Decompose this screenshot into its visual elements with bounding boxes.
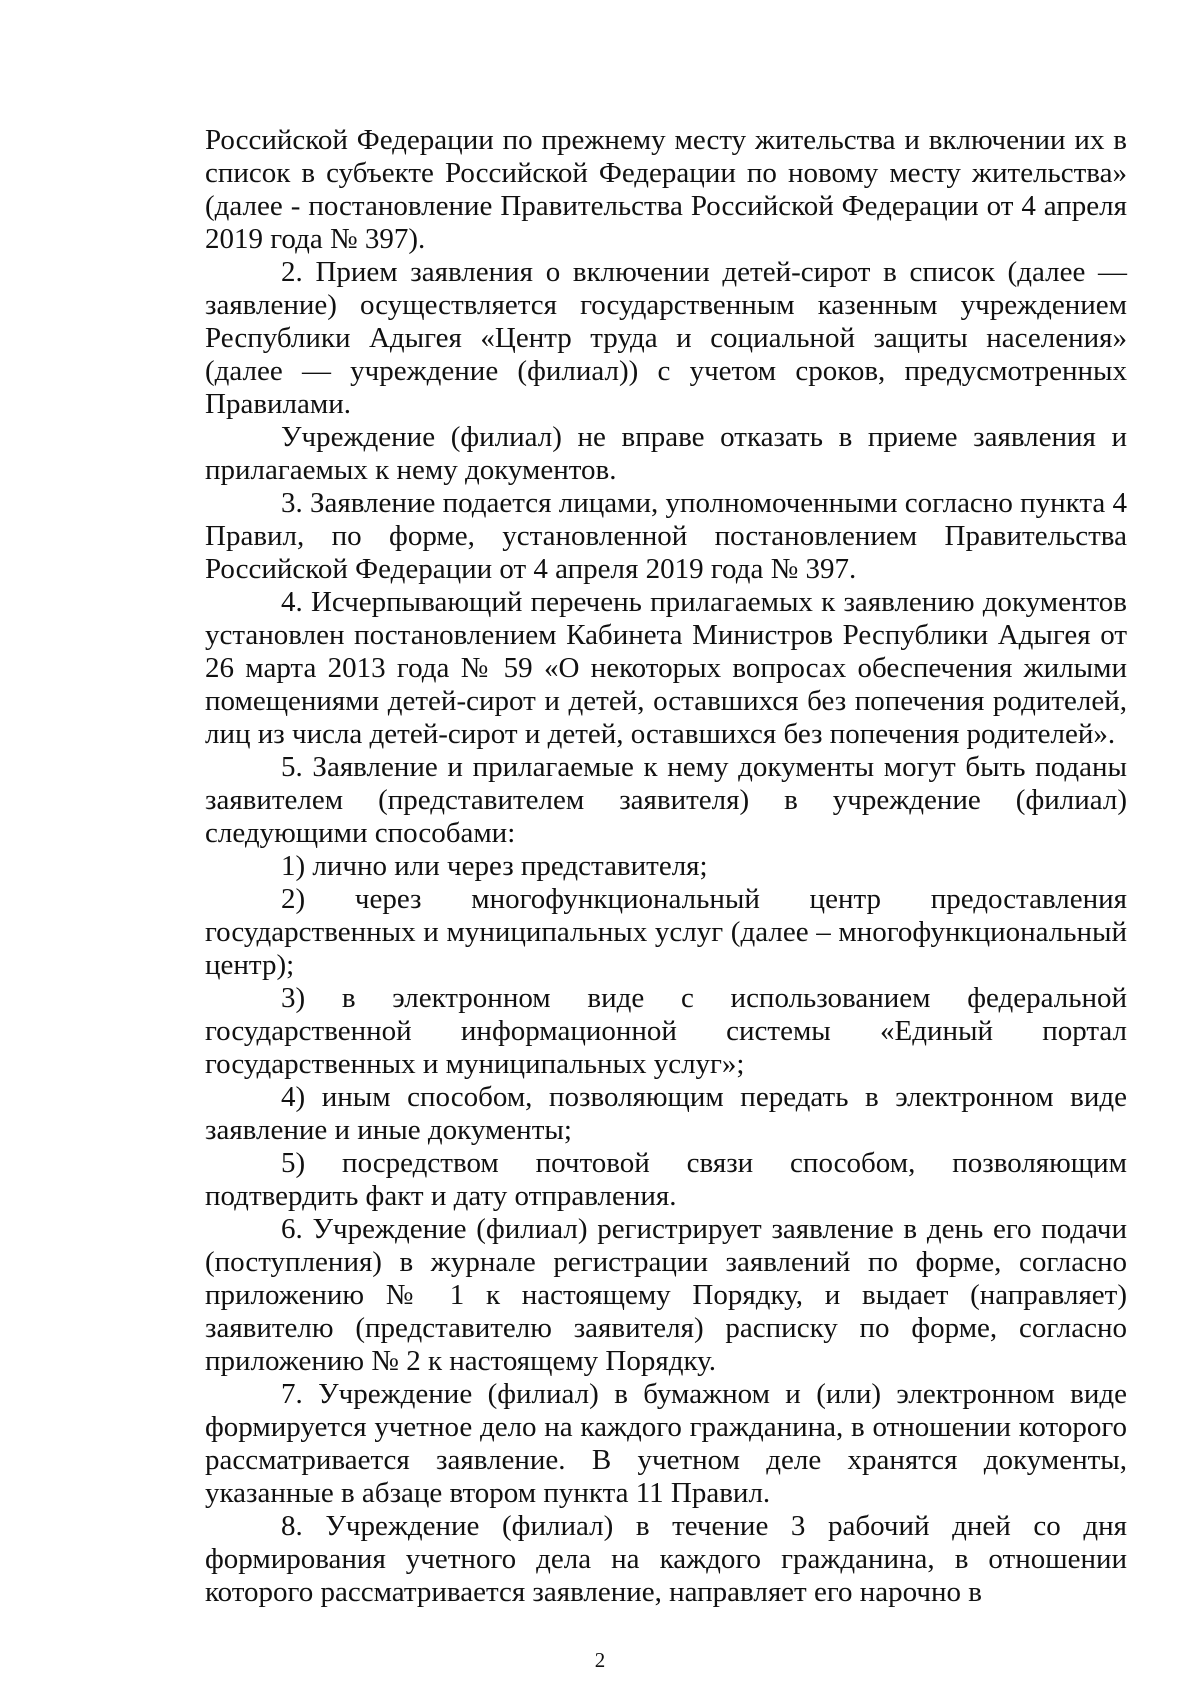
paragraph-item-3: 3. Заявление подается лицами, уполномоченными согласно пункта 4 Правил, по форме, установленной постановлением Правительства Российской Федерации от 4 апреля 2019 года № 397. [205,487,1127,585]
document-body [205,124,1127,1609]
paragraph-item-4: 4. Исчерпывающий перечень прилагаемых к заявлению документов установлен постановлением Кабинета Министров Республики Адыгея от 26 марта 2013 года № 59 «О некоторых вопросах обеспечения жилыми помещениями детей-сирот и детей, оставшихся без попечения родителей, лиц из числа детей-сирот и детей, оставшихся без попечения родителей». [205,586,1127,750]
paragraph-refusal-note: Учреждение (филиал) не вправе отказать в приеме заявления и прилагаемых к нему документов. [205,421,1127,486]
paragraph-item-5: 5. Заявление и прилагаемые к нему документы могут быть поданы заявителем (представителем заявителя) в учреждение (филиал) следующими способами: [205,751,1127,849]
list-item-method-2: 2) через многофункциональный центр предоставления государственных и муниципальных услуг (далее – многофункциональный центр); [205,883,1127,981]
list-item-method-1: 1) лично или через представителя; [281,850,708,882]
paragraph-item-8: 8. Учреждение (филиал) в течение 3 рабочий дней со дня формирования учетного дела на каждого гражданина, в отношении которого рассматривается заявление, направляет его нарочно в [205,1510,1127,1608]
paragraph-item-6: 6. Учреждение (филиал) регистрирует заявление в день его подачи (поступления) в журнале регистрации заявлений по форме, согласно приложению № 1 к настоящему Порядку, и выдает (направляет) заявителю (представителю заявителя) расписку по форме, согласно приложению № 2 к настоящему Порядку. [205,1213,1127,1377]
paragraph-item-7: 7. Учреждение (филиал) в бумажном и (или) электронном виде формируется учетное дело на каждого гражданина, в отношении которого рассматривается заявление. В учетном деле хранятся документы, указанные в абзаце втором пункта 11 Правил. [205,1378,1127,1509]
list-item-method-5: 5) посредством почтовой связи способом, позволяющим подтвердить факт и дату отправления. [205,1147,1127,1212]
paragraph-intro-continuation: Российской Федерации по прежнему месту жительства и включении их в список в субъекте Российской Федерации по новому месту жительства» (далее - постановление Правительства Российской Федерации от 4 апреля 2019 года № 397). [205,124,1127,255]
page-number: 2 [594,1648,606,1672]
paragraph-item-2: 2. Прием заявления о включении детей-сирот в список (далее — заявление) осуществляется государственным казенным учреждением Республики Адыгея «Центр труда и социальной защиты населения» (далее — учреждение (филиал)) с учетом сроков, предусмотренных Правилами. [205,256,1127,420]
list-item-method-3: 3) в электронном виде с использованием федеральной государственной информационной системы «Единый портал государственных и муниципальных услуг»; [205,982,1127,1080]
list-item-method-4: 4) иным способом, позволяющим передать в электронном виде заявление и иные документы; [205,1081,1127,1146]
